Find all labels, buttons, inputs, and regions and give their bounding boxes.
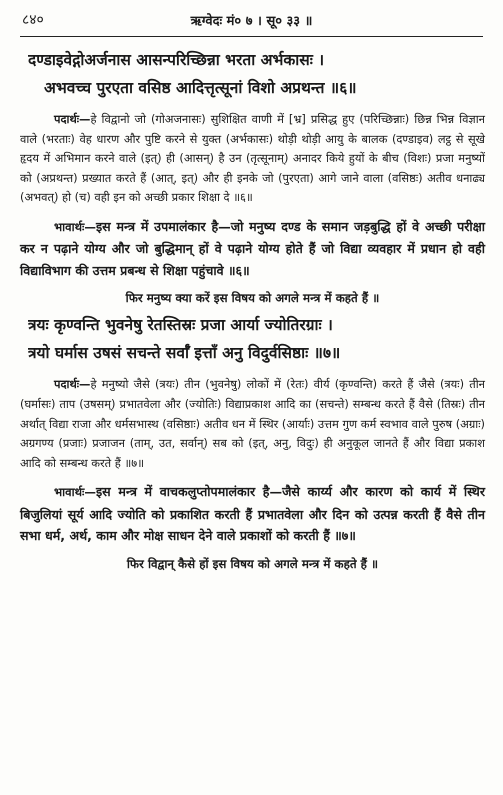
padartha-7 — [20, 375, 485, 473]
bhavartha-6-label: भावार्थः— — [54, 219, 96, 234]
bhavartha-6 — [20, 216, 485, 282]
padartha-6 — [20, 110, 485, 208]
mantra-6-line-2: अभवच्च पुरएता वसिष्ठ आदित्तृत्सूनां विशो अप्रथन्त ॥६॥ — [44, 79, 357, 97]
intro-mantra-7: फिर मनुष्य क्या करें इस विषय को अगले मन्त्र में कहते हैं ॥ — [125, 291, 380, 306]
padartha-7-text: हे मनुष्यो जैसे (त्रयः) तीन (भुवनेषु) लोकों में (रेतः) वीर्य (कृण्वन्ति) करते हैं जैसे (त्रयः) तीन (घर्मासः) ताप (उषसम्) प्रभातवेला और (ज्योतिः) विद्याप्रकाश आदि का (सचन्ते) सम्बन्ध करते हैं वैसे (तिस्रः) तीन अर्थात् विद्या राजा और धर्मसभास्थ (वसिष्ठाः) अतीव धन में स्थिर (आर्याः) उत्तम गुण कर्म स्वभाव वाले पुरुष (अग्राः) अग्रगण्य (प्रजाः) प्रजाजन (ताम्, उत, सर्वान्) सब को (इत्, अनु, विदुः) ही अनुकूल जानते हैं और विद्या प्रकाश आदि को सम्बन्ध करते हैं ॥७॥ — [20, 377, 485, 470]
padartha-6-text: हे विद्वानो जो (गोअजनासः) सुशिक्षित वाणी में [भ्र] प्रसिद्ध हुए (परिच्छिन्नाः) छिन्न भिन्न विज्ञान वाले (भरताः) वेह धारण और पुष्टि करने से युक्त (अर्भकासः) थोड़ी थोड़ी आयु के बालक (दण्डाइव) लट्ठ से सूखे हृदय में अभिमान करने वाले (इत्) ही (आसन्) है उन (तृत्सूनाम्) अनादर किये हुयों के बीच (विशः) प्रजा मनुष्यों को (अप्रथन्त) प्रख्यात करते हैं (आत्, इत्) और ही इनके जो (पुरएता) आगे जाने वाला (वसिष्ठः) अतीव धनाढ्य (अभवत्) हो (च) वही इन को अच्छी प्रकार शिक्षा दे ॥६॥ — [20, 112, 485, 205]
page-header — [22, 10, 481, 36]
page-number: ८४० — [22, 12, 44, 28]
intro-mantra-8: फिर विद्वान् कैसे हों इस विषय को अगले मन्त्र में कहते हैं ॥ — [126, 556, 379, 571]
bhavartha-7-label: भावार्थः— — [54, 485, 96, 500]
running-title: ऋग्वेदः मं० ७ । सू० ३३ ॥ — [190, 14, 313, 29]
header-rule — [20, 36, 483, 37]
bhavartha-7-text: इस मन्त्र में वाचकलुप्तोपमालंकार है—जैसे कार्य्य और कारण को कार्य में स्थिर बिजुलियां सूर्य आदि ज्योति को प्रकाशित करती हैं प्रभातवेला और दिन को उत्पन्न करती हैं वैसे तीन सभा धर्म, अर्थ, काम और मोक्ष साधन देने वाले प्रकाशों को करती हैं ॥७॥ — [20, 484, 485, 544]
mantra-7-line-1: त्रयः कृण्वन्ति भुवनेषु रेतस्तिस्रः प्रजा आर्या ज्योतिरग्राः । — [28, 316, 333, 335]
mantra-6-line-1: दण्डाइवेद्गोअर्जनास आसन्परिच्छिन्ना भरता अर्भकासः । — [28, 51, 325, 69]
padartha-6-label: पदार्थः— — [54, 112, 91, 126]
padartha-7-label: पदार्थः— — [54, 377, 91, 392]
bhavartha-7 — [20, 481, 485, 547]
bhavartha-6-text: इस मन्त्र में उपमालंकार है—जो मनुष्य दण्ड के समान जड़बुद्धि हों वे अच्छी परीक्षा कर न पढ़ाने योग्य और जो बुद्धिमान् हों वे पढ़ाने योग्य होते हैं जो विद्या व्यवहार में प्रधान हो वही विद्याविभाग की उत्तम प्रबन्ध से शिक्षा पहुंचावे ॥६॥ — [20, 218, 485, 278]
page-content — [20, 46, 485, 577]
mantra-7-line-2: त्रयो घर्मास उषसं सचन्ते सर्वाँ इत्ताँ अनु विदुर्वसिष्ठाः ॥७॥ — [28, 344, 341, 363]
